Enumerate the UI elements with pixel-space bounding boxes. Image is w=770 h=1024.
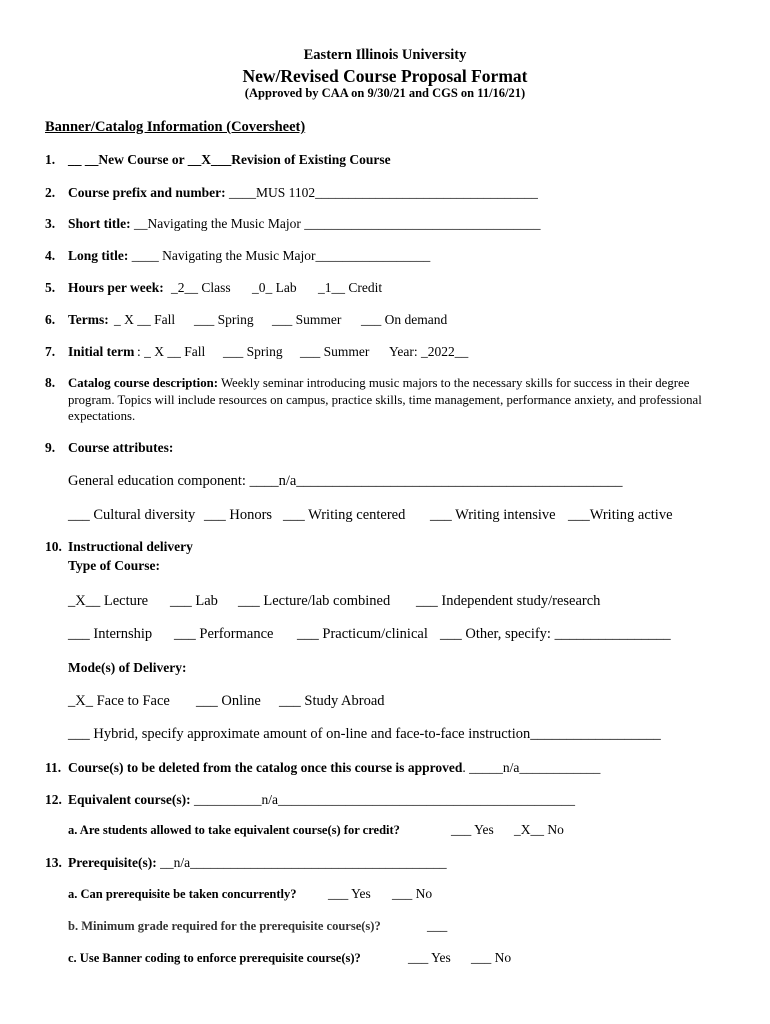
item-5-number: 5. [45,280,56,295]
hours-class: _2__ Class [171,280,231,295]
prerequisites-value: __n/a______________________________________ [160,855,447,870]
item-2-number: 2. [45,185,56,200]
item-13-number: 13. [45,855,62,870]
equivalent-credit-question: a. Are students allowed to take equivalent course(s) for credit? [68,823,400,837]
section-title: Banner/Catalog Information (Coversheet) [45,119,306,135]
item-11-row [68,760,600,776]
prereq-min-grade-question: b. Minimum grade required for the prerequisite course(s)? [68,919,381,933]
long-title-value: ____ Navigating the Music Major_________________ [131,248,431,263]
catalog-description [68,375,708,425]
short-title-label: Short title: [68,216,131,231]
prereq-banner-no: ___ No [471,950,512,965]
prerequisites-label: Prerequisite(s): [68,855,157,870]
equivalent-courses-label: Equivalent course(s): [68,792,191,807]
item-4-number: 4. [45,248,56,263]
type-lecture: _X__ Lecture [68,593,149,609]
prereq-banner-question: c. Use Banner coding to enforce prerequisite course(s)? [68,951,361,965]
courses-deleted-label: Course(s) to be deleted from the catalog once this course is approved [68,760,463,775]
short-title-value: __Navigating the Music Major ___________________________________ [133,216,541,231]
catalog-description-text: Weekly seminar introducing music majors to the necessary skills for success in their degree program. Topics will include resources on campus, practice skills, time management, performance anxiety, and professional expectations. [68,376,702,423]
type-of-course-label: Type of Course: [68,558,160,573]
equivalent-credit-yes: ___ Yes [451,822,494,837]
catalog-description-label: Catalog course description: [68,376,218,390]
mode-study-abroad: ___ Study Abroad [279,693,385,709]
courses-deleted-value: . _____n/a____________ [462,760,601,775]
prereq-concurrent-no: ___ No [392,886,433,901]
item-10-number: 10. [45,539,62,554]
initial-term-summer: ___ Summer [300,344,370,359]
instructional-delivery-label: Instructional delivery [68,539,193,554]
type-lecture-lab: ___ Lecture/lab combined [238,593,391,609]
course-attributes-label: Course attributes: [68,440,174,455]
type-internship: ___ Internship [68,626,153,642]
hours-lab: _0_ Lab [252,280,297,295]
mode-hybrid: ___ Hybrid, specify approximate amount of on-line and face-to-face instruction__________________ [68,726,661,742]
type-performance: ___ Performance [174,626,274,642]
type-independent-study: ___ Independent study/research [416,593,601,609]
item-3-row [68,216,540,232]
item-12-number: 12. [45,792,62,807]
prereq-min-grade-value: ___ [427,918,448,933]
gen-ed-component: General education component: ____n/a_____________________________________________ [68,473,623,489]
type-lab: ___ Lab [170,593,218,609]
terms-on-demand: ___ On demand [361,312,448,327]
hours-credit: _1__ Credit [318,280,383,295]
mode-online: ___ Online [196,693,261,709]
initial-term-label: Initial term [68,344,135,359]
attr-honors: ___ Honors [204,507,273,523]
attr-writing-active: ___Writing active [568,507,673,523]
hours-label: Hours per week: [68,280,164,295]
course-prefix-value: ____MUS 1102_________________________________ [229,185,538,200]
attr-writing-centered: ___ Writing centered [283,507,406,523]
item-9-number: 9. [45,440,56,455]
item-7-number: 7. [45,344,56,359]
item-11-number: 11. [45,760,62,775]
item-3-number: 3. [45,216,56,231]
item-13-row [68,855,447,871]
item-1-course-type: __ __New Course or __X___Revision of Existing Course [68,152,391,167]
terms-spring: ___ Spring [194,312,254,327]
type-other: ___ Other, specify: ________________ [440,626,671,642]
item-12-row [68,792,575,808]
terms-summer: ___ Summer [272,312,342,327]
item-1-number: 1. [45,152,56,167]
equivalent-courses-value: __________n/a____________________________________________ [194,792,575,807]
item-8-number: 8. [45,375,56,390]
equivalent-credit-no: _X__ No [514,822,564,837]
university-name: Eastern Illinois University [303,47,467,63]
attr-writing-intensive: ___ Writing intensive [430,507,556,523]
course-prefix-label: Course prefix and number: [68,185,226,200]
terms-label: Terms: [68,312,109,327]
initial-term-fall: : _ X __ Fall [137,344,206,359]
long-title-label: Long title: [68,248,129,263]
attr-cultural-diversity: ___ Cultural diversity [68,507,196,523]
prereq-concurrent-question: a. Can prerequisite be taken concurrently? [68,887,297,901]
modes-of-delivery-label: Mode(s) of Delivery: [68,660,187,675]
item-4-row [68,248,430,264]
item-6-number: 6. [45,312,56,327]
mode-face-to-face: _X_ Face to Face [68,693,170,709]
terms-fall: _ X __ Fall [114,312,176,327]
form-title: New/Revised Course Proposal Format [242,66,528,86]
prereq-concurrent-yes: ___ Yes [328,886,371,901]
prereq-banner-yes: ___ Yes [408,950,451,965]
type-practicum: ___ Practicum/clinical [297,626,428,642]
item-2-row [68,185,538,201]
initial-term-year: Year: _2022__ [389,344,469,359]
initial-term-spring: ___ Spring [223,344,283,359]
approval-note: (Approved by CAA on 9/30/21 and CGS on 11/16/21) [244,86,526,100]
